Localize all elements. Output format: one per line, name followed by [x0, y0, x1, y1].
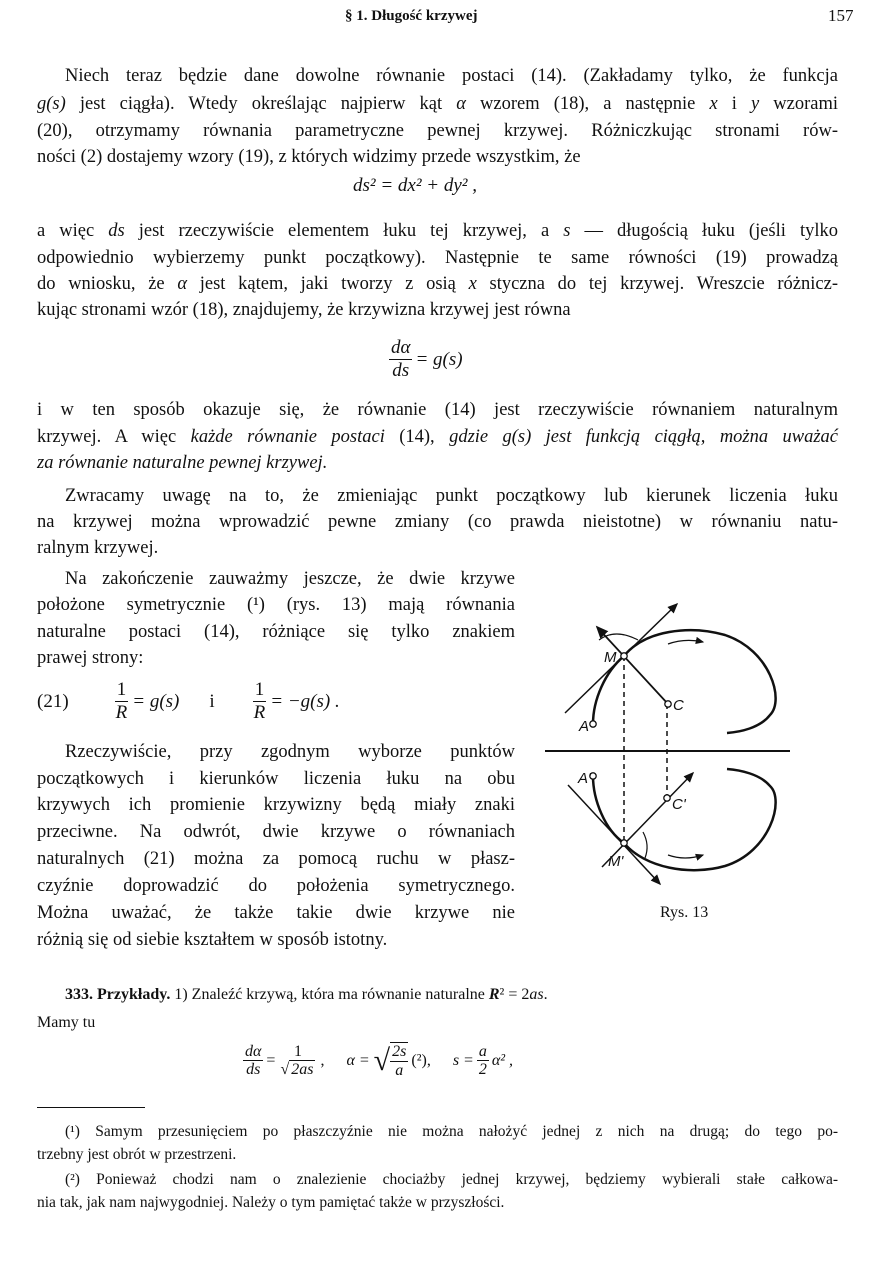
denominator: ds: [246, 1061, 261, 1079]
point-A: [590, 721, 596, 727]
text-segment: y: [750, 94, 760, 114]
text-segment: na krzywej można wprowadzić pewne zmiany (co prawda nieistotne) w równaniu natu-: [37, 512, 838, 532]
label-M: M: [604, 649, 617, 666]
text-segment: przeciwne. Na odwrót, dwie krzywe o równaniach: [37, 822, 515, 842]
text-segment: g(s): [37, 94, 66, 114]
text-segment: początkowych i kierunków liczenia łuku na obu: [37, 769, 515, 789]
text-segment: różnią się od siebie kształtem w sposób istotny.: [37, 930, 388, 950]
sqrt-icon: √: [373, 1043, 391, 1077]
label-C-prime: C': [672, 796, 686, 813]
text-segment: jest rzeczywiście elementem łuku tej krzywej, a: [124, 221, 564, 241]
point-M: [621, 653, 627, 659]
text-segment: (²) Ponieważ chodzi nam o znalezienie chociażby jednej krzywej, będziemy wybierali stałe całkowa-: [65, 1171, 838, 1188]
text-segment: ralnym krzywej.: [37, 538, 159, 558]
text-segment: naturalne postaci (14), różniące się tylko znakiem: [37, 622, 515, 642]
text-segment: gdzie g(s) jest funkcją ciągłą, można uważać: [449, 427, 839, 447]
text-segment: kując stronami wzór (18), znajdujemy, że krzywizna krzywej jest równa: [37, 300, 571, 320]
text-segment: jest kątem, jaki tworzy z osią: [187, 274, 469, 294]
text-segment: R: [488, 986, 500, 1003]
point-C: [665, 701, 671, 707]
point-C-prime: [664, 795, 670, 801]
numerator: 1: [116, 679, 127, 700]
radicand: 2as: [291, 1061, 314, 1079]
denominator: 2: [478, 1061, 487, 1079]
alpha-eq: α =: [346, 1051, 370, 1069]
point-M-prime: [621, 840, 627, 846]
text-segment: ds: [108, 221, 125, 241]
separator: ,: [320, 1051, 325, 1069]
formula-arc-element: ds² = dx² + dy² ,: [353, 175, 477, 196]
text-segment: Na zakończenie zauważmy jeszcze, że dwie krzywe: [65, 569, 515, 589]
text-segment: za równanie naturalne pewnej krzywej.: [37, 453, 328, 473]
rhs: = −g(s) .: [270, 690, 340, 712]
text-segment: Mamy tu: [37, 1014, 96, 1031]
running-header: § 1. Długość krzywej: [345, 8, 478, 24]
text-segment: czyźnie doprowadzić do położenia symetrycznego.: [37, 876, 515, 896]
text-segment: Można uważać, że także takie dwie krzywe nie: [37, 903, 515, 923]
text-segment: krzywych ich promienie krzywizny będą miały znaki: [37, 795, 515, 815]
label-A-prime: A': [578, 770, 591, 787]
text-segment: s: [563, 221, 571, 241]
text-segment: jest ciągła). Wtedy określając najpierw kąt: [65, 94, 457, 114]
text-segment: x: [468, 274, 477, 294]
numerator: 1: [293, 1042, 302, 1060]
text-segment: α: [177, 274, 188, 294]
numerator: 2s: [392, 1043, 407, 1060]
rhs: = g(s): [132, 690, 180, 712]
s-eq: s =: [452, 1051, 474, 1069]
denominator: R: [253, 701, 266, 723]
text-segment: a więc: [37, 221, 109, 241]
text-segment: wzorami: [759, 94, 838, 114]
text-segment: odpowiednio wybierzemy punkt początkowy). Następnie te same równości (19) prowadzą: [37, 248, 838, 268]
numerator: a: [478, 1042, 487, 1060]
denominator: ds: [392, 359, 410, 381]
direction-arrow-icon: [668, 640, 703, 644]
text-segment: 333. Przykłady.: [65, 986, 171, 1003]
text-segment: i w ten sposób okazuje się, że równanie (14) jest rzeczywiście równaniem naturalnym: [37, 400, 838, 420]
text-segment: wzorem (18), a następnie: [465, 94, 710, 114]
text-segment: — długością łuku (jeśli tylko: [570, 221, 838, 241]
text-segment: naturalnych (21) można za pomocą ruchu w płasz-: [37, 849, 515, 869]
rhs: = g(s): [415, 348, 463, 370]
text-segment: ności (2) dostajemy wzory (19), z których widzimy przede wszystkim, że: [37, 147, 581, 167]
numerator: dα: [391, 337, 411, 358]
text-segment: (14),: [384, 427, 450, 447]
page-number: 157: [828, 6, 854, 25]
equals: =: [266, 1051, 276, 1069]
text-segment: każde równanie postaci: [190, 427, 385, 447]
label-C: C: [673, 697, 684, 714]
alpha-squared: α² ,: [491, 1051, 514, 1069]
numerator: dα: [245, 1042, 262, 1060]
label-A: A: [579, 718, 590, 735]
text-segment: Niech teraz będzie dane dowolne równanie postaci (14). (Zakładamy tylko, że funkcja: [65, 66, 838, 86]
text-segment: położone symetrycznie (¹) (rys. 13) mają równania: [37, 595, 515, 615]
equation-label: (21): [37, 690, 69, 712]
text-segment: .: [543, 986, 548, 1003]
text-segment: nia tak, jak nam najwygodniej. Należy o tym pamiętać także w przyszłości.: [37, 1194, 505, 1211]
text-segment: 1) Znaleźć krzywą, która ma równanie naturalne: [170, 986, 489, 1003]
text-segment: Zwracamy uwagę na to, że zmieniając punkt początkowy lub kierunek liczenia łuku: [65, 486, 838, 506]
direction-arrow-icon: [668, 855, 703, 858]
text-segment: styczna do tej krzywej. Wreszcie różnicz-: [476, 274, 838, 294]
footnote-ref: (²),: [411, 1051, 431, 1069]
denominator: √ 2as: [280, 1061, 314, 1079]
text-segment: as: [529, 986, 544, 1003]
numerator: 1: [254, 679, 265, 700]
text-segment: Rzeczywiście, przy zgodnym wyborze punktów: [65, 742, 515, 762]
figure-caption: Rys. 13: [660, 904, 709, 921]
upper-curve: [593, 630, 776, 733]
text-segment: ² = 2: [499, 986, 530, 1003]
text-segment: x: [709, 94, 718, 114]
angle-arc-icon: [643, 832, 647, 858]
text-segment: trzebny jest obrót w przestrzeni.: [37, 1146, 237, 1163]
conjunction: i: [209, 690, 215, 712]
text-segment: (¹) Samym przesunięciem po płaszczyźnie nie można nałożyć jednej z nich na drugą; do tego po-: [65, 1123, 838, 1140]
text-segment: prawej strony:: [37, 648, 144, 668]
text-segment: krzywej. A więc: [37, 427, 191, 447]
text-segment: do wniosku, że: [37, 274, 178, 294]
text-segment: α: [456, 94, 466, 114]
text-segment: (20), otrzymamy równania parametryczne pewnej krzywej. Różniczkując stronami rów-: [37, 121, 838, 141]
label-M-prime: M': [608, 853, 624, 870]
denominator: R: [115, 701, 128, 723]
denominator: a: [395, 1061, 404, 1079]
text-segment: i: [717, 94, 751, 114]
